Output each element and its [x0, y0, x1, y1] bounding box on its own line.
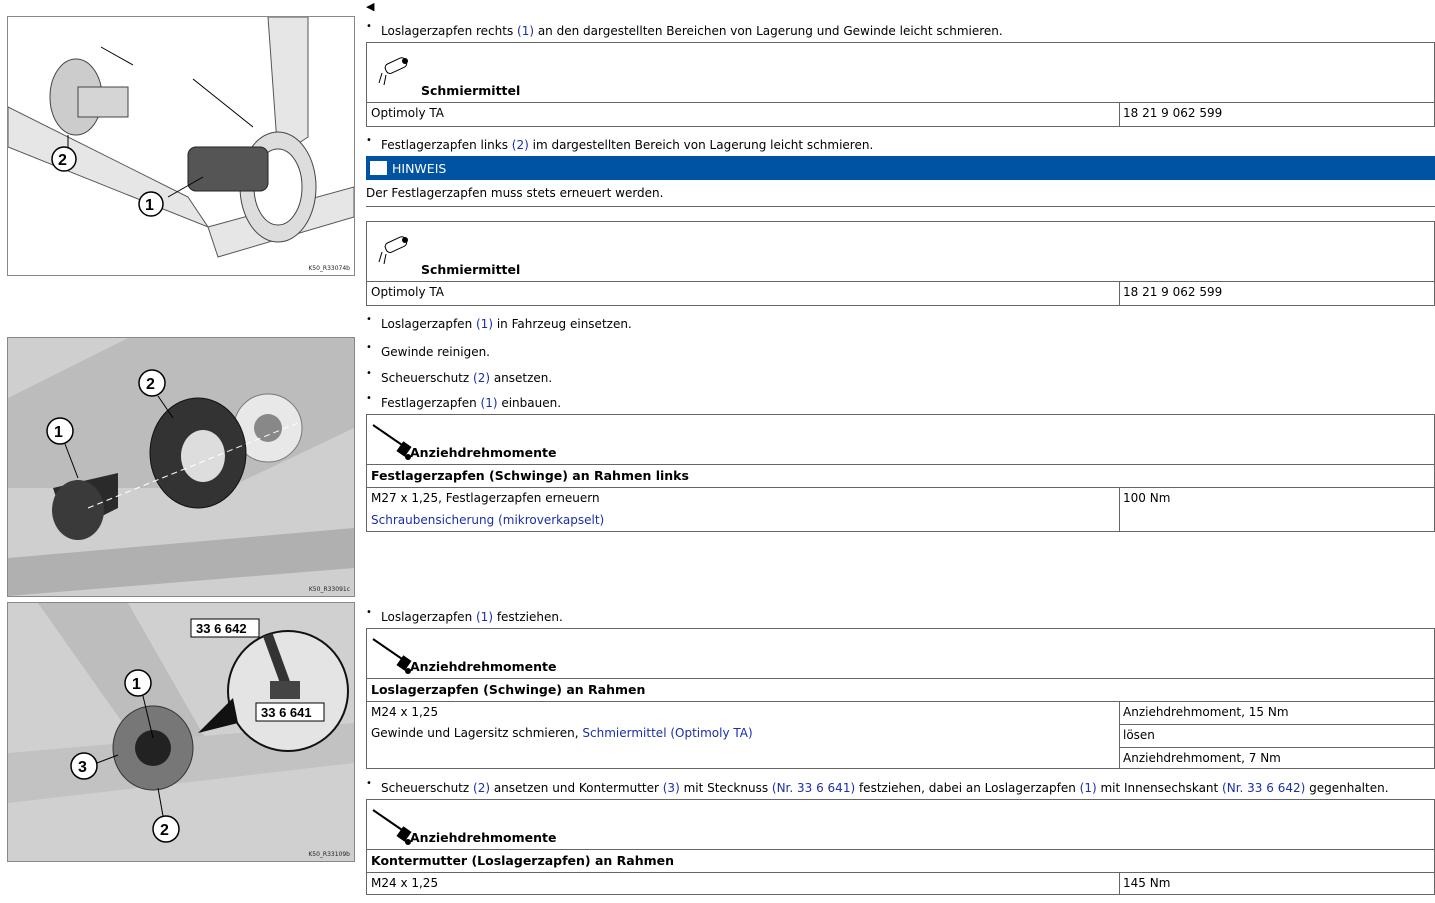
tighten-pins-photo: [8, 603, 354, 861]
bullet-icon: •: [366, 342, 372, 353]
bullet-icon: •: [366, 21, 372, 32]
torque-subject: Festlagerzapfen (Schwinge) an Rahmen links: [371, 468, 689, 483]
ref-link[interactable]: (3): [662, 781, 680, 795]
lubricant-table: [366, 221, 1435, 306]
bullet-icon: •: [366, 393, 372, 404]
grease-gun-icon: [377, 232, 413, 266]
figure-install-pins: [7, 337, 355, 597]
tool-label-33-6-642: 33 6 642: [196, 621, 247, 636]
ref-link[interactable]: (2): [473, 371, 491, 385]
ref-link[interactable]: (1): [476, 317, 493, 331]
ref-link[interactable]: (1): [476, 610, 493, 624]
torque-value-step-1: Anziehdrehmoment, 15 Nm: [1123, 705, 1289, 719]
callout-2: 2: [146, 376, 155, 393]
torque-spec: M27 x 1,25, Festlagerzapfen erneuern: [371, 491, 600, 505]
install-pins-photo: [8, 338, 354, 596]
grease-gun-icon: [377, 53, 413, 87]
torque-note: Gewinde und Lagersitz schmieren,: [371, 726, 583, 740]
lubricant-title: Schmiermittel: [421, 83, 521, 98]
torque-wrench-icon: [371, 635, 413, 675]
back-arrow-icon[interactable]: ◀: [366, 0, 375, 13]
bullet-icon: •: [366, 368, 372, 379]
callout-2: 2: [58, 152, 67, 169]
hand-pointer-icon: [370, 161, 387, 175]
torque-subject: Kontermutter (Loslagerzapfen) an Rahmen: [371, 853, 675, 868]
callout-2: 2: [160, 822, 169, 839]
lubricant-title: Schmiermittel: [421, 262, 521, 277]
torque-table: [366, 628, 1435, 769]
figure-code: K50_R33091c: [308, 586, 350, 593]
torque-title: Anziehdrehmomente: [410, 445, 557, 460]
callout-1: 1: [132, 676, 141, 693]
torque-value-step-3: Anziehdrehmoment, 7 Nm: [1123, 751, 1281, 765]
hint-label: HINWEIS: [392, 161, 447, 176]
bullet-icon: •: [366, 135, 372, 146]
ref-link[interactable]: (2): [473, 781, 491, 795]
torque-table: [366, 414, 1435, 532]
torque-subject: Loslagerzapfen (Schwinge) an Rahmen: [371, 682, 646, 697]
torque-spec: M24 x 1,25: [371, 705, 439, 719]
hint-text: Der Festlagerzapfen muss stets erneuert werden.: [366, 186, 664, 200]
callout-1: 1: [145, 197, 154, 214]
torque-value-step-2: lösen: [1123, 728, 1155, 742]
tool-link[interactable]: (Nr. 33 6 642): [1222, 781, 1306, 795]
torque-value: 100 Nm: [1123, 491, 1171, 505]
ref-link[interactable]: (2): [511, 138, 529, 152]
lubricant-name: Optimoly TA: [371, 285, 444, 299]
bullet-icon: •: [366, 314, 372, 325]
torque-table: [366, 799, 1435, 895]
ref-link[interactable]: (1): [480, 396, 498, 410]
torque-value: 145 Nm: [1123, 876, 1171, 890]
callout-1: 1: [54, 424, 63, 441]
figure-code: K50_R33074b: [308, 265, 350, 272]
lubricant-part-number: 18 21 9 062 599: [1123, 106, 1223, 120]
torque-wrench-icon: [371, 421, 413, 461]
lubricant-name: Optimoly TA: [371, 106, 444, 120]
figure-tighten-pins: [7, 602, 355, 862]
torque-spec: M24 x 1,25: [371, 876, 439, 890]
figure-code: K50_R33109b: [308, 851, 350, 858]
torque-title: Anziehdrehmomente: [410, 659, 557, 674]
callout-3: 3: [78, 759, 87, 776]
figure-bearing-pins: [7, 16, 355, 276]
ref-link[interactable]: (1): [1079, 781, 1097, 795]
lubricant-part-number: 18 21 9 062 599: [1123, 285, 1223, 299]
thread-locker-link[interactable]: Schraubensicherung (mikroverkapselt): [371, 513, 605, 527]
bullet-icon: •: [366, 778, 372, 789]
lubricant-table: [366, 42, 1435, 127]
hint-body: [366, 182, 1435, 207]
tool-link[interactable]: (Nr. 33 6 641): [771, 781, 856, 795]
bullet-icon: •: [366, 607, 372, 618]
torque-wrench-icon: [371, 806, 413, 846]
lubricant-link[interactable]: Schmiermittel (Optimoly TA): [582, 726, 753, 740]
tool-label-33-6-641: 33 6 641: [261, 705, 312, 720]
hint-banner: [366, 156, 1435, 180]
bearing-pins-illustration: [8, 17, 354, 275]
ref-link[interactable]: (1): [517, 24, 535, 38]
torque-title: Anziehdrehmomente: [410, 830, 557, 845]
